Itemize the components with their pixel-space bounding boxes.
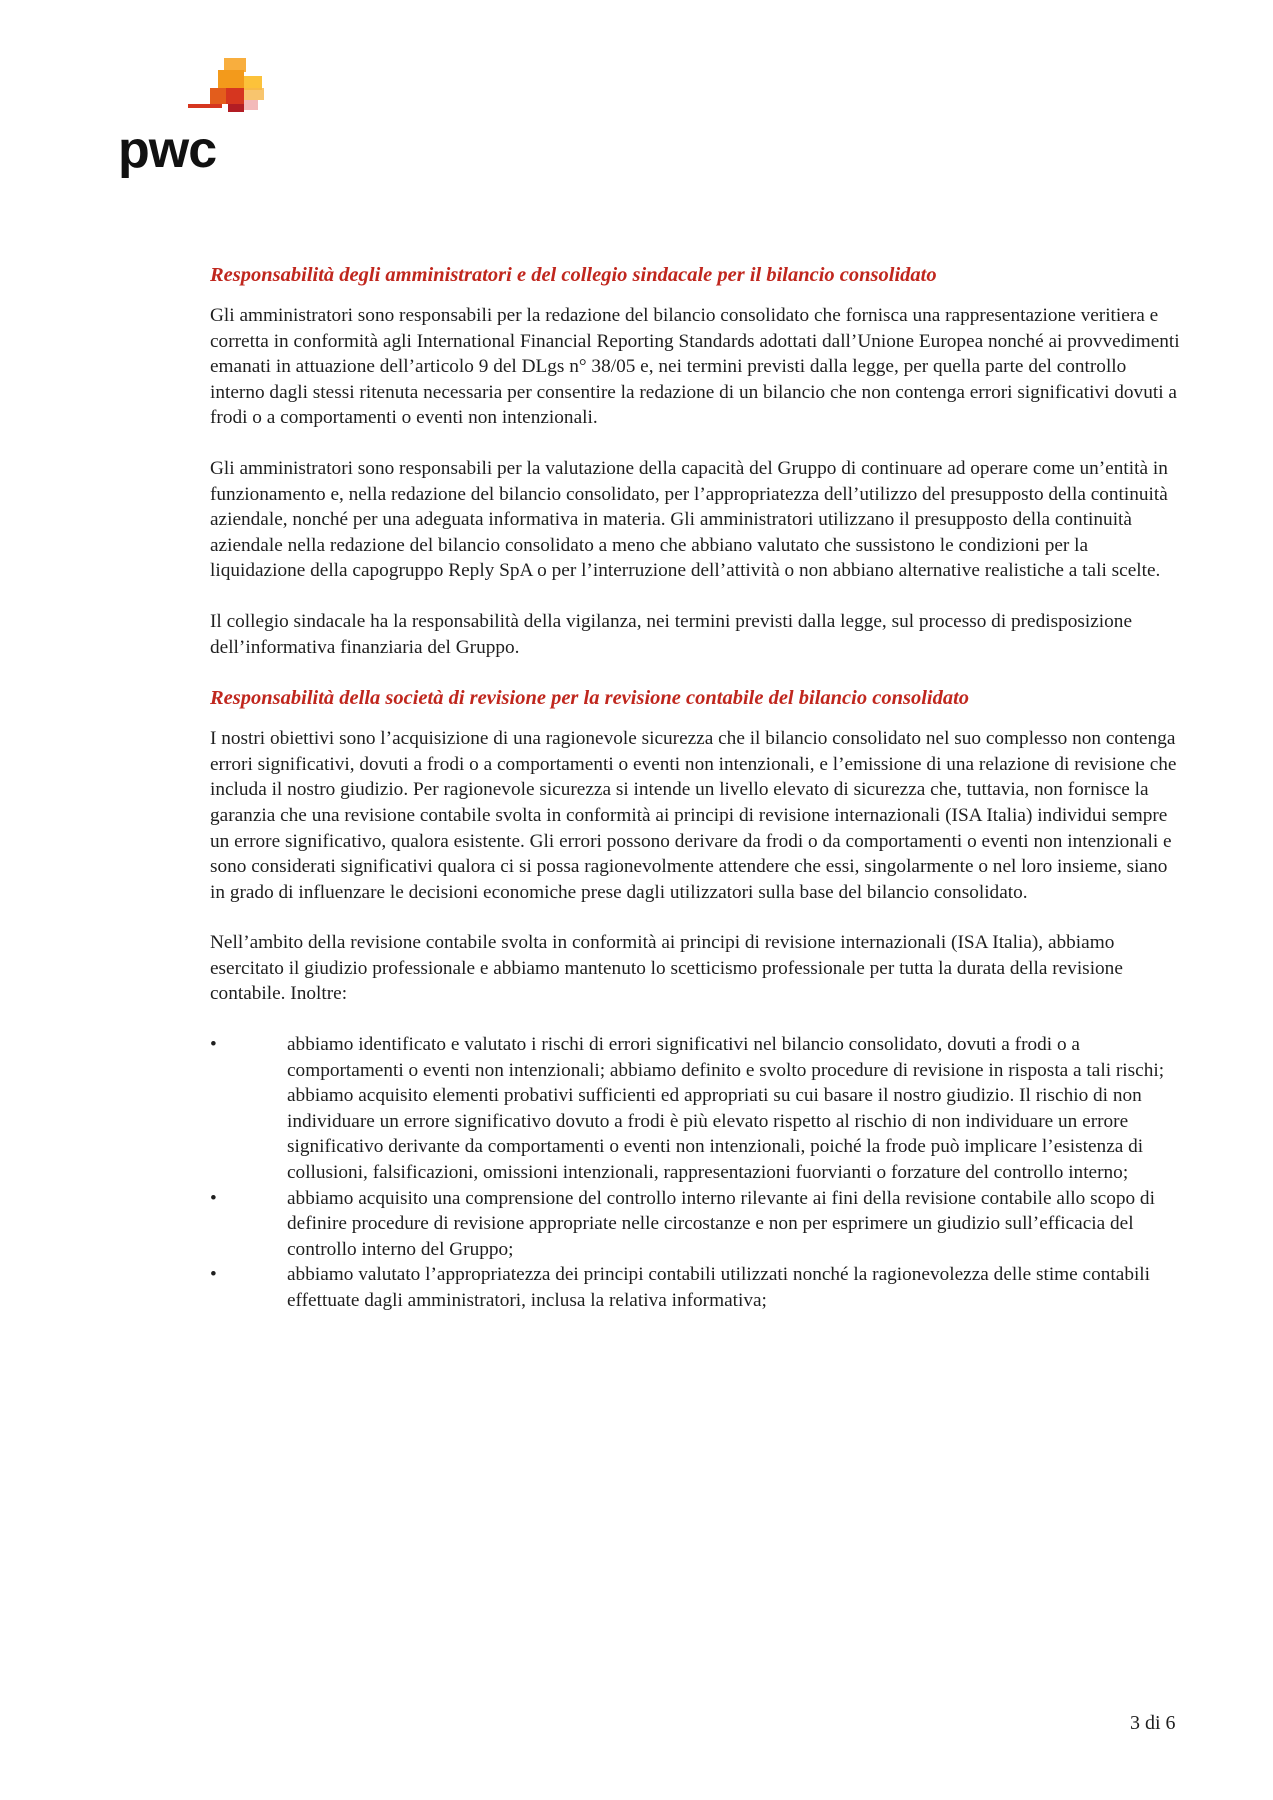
document-body	[210, 262, 1185, 1314]
paragraph: Il collegio sindacale ha la responsabilità della vigilanza, nei termini previsti dalla legge, sul processo di predisposizione dell’informativa finanziaria del Gruppo.	[210, 610, 1133, 658]
bullet-list	[210, 1032, 1185, 1314]
section-heading-auditor: Responsabilità della società di revisione per la revisione contabile del bilancio consolidato	[210, 687, 970, 710]
paragraph: Gli amministratori sono responsabili per la valutazione della capacità del Gruppo di continuare ad operare come un’entità in funzionamento e, nella redazione del bilancio consolidato, per l’appropriatezza dell’utilizzo del presupposto della continuità aziendale, nonché per una adeguata informativa in materia. Gli amministratori utilizzano il presupposto della continuità aziendale nella redazione del bilancio consolidato a meno che abbiano valutato che sussistono le condizioni per la liquidazione della capogruppo Reply SpA o per l’interruzione dell’attività o non abbiano alternative realistiche a tali scelte.	[210, 457, 1168, 582]
bullet-icon: •	[210, 1034, 217, 1056]
paragraph: Nell’ambito della revisione contabile svolta in conformità ai principi di revisione internazionali (ISA Italia), abbiamo esercitato il giudizio professionale e abbiamo mantenuto lo scetticismo professionale per tutta la durata della revisione contabile. Inoltre:	[210, 932, 1123, 1005]
page-number: 3 di 6	[1130, 1712, 1176, 1734]
bullet-icon: •	[210, 1187, 217, 1209]
section-heading-directors: Responsabilità degli amministratori e del collegio sindacale per il bilancio consolidato	[210, 264, 937, 286]
list-item-text: abbiamo acquisito una comprensione del controllo interno rilevante ai fini della revisione contabile allo scopo di definire procedure di revisione appropriate nelle circostanze e non per esprimere un giudizio sull’efficacia del controllo interno del Gruppo;	[287, 1187, 1155, 1260]
list-item	[210, 1262, 1185, 1313]
bullet-icon: •	[210, 1264, 217, 1286]
pwc-logo-blocks	[188, 58, 278, 118]
list-item-text: abbiamo identificato e valutato i rischi di errori significativi nel bilancio consolidato, dovuti a frodi o a comportamenti o eventi non intenzionali; abbiamo definito e svolto procedure di revisione in risposta a tali rischi; abbiamo acquisito elementi probativi sufficienti ed appropriati su cui basare il nostro giudizio. Il rischio di non individuare un errore significativo dovuto a frodi è più elevato rispetto al rischio di non individuare un errore significativo derivante da comportamenti o eventi non intenzionali, poiché la frode può implicare l’esistenza di collusioni, falsificazioni, omissioni intenzionali, rappresentazioni fuorvianti o forzature del controllo interno;	[287, 1034, 1165, 1184]
list-item-text: abbiamo valutato l’appropriatezza dei principi contabili utilizzati nonché la ragionevolezza delle stime contabili effettuate dagli amministratori, inclusa la relativa informativa;	[287, 1264, 1151, 1311]
paragraph: I nostri obiettivi sono l’acquisizione di una ragionevole sicurezza che il bilancio consolidato nel suo complesso non contenga errori significativi, dovuti a frodi o a comportamenti o eventi non intenzionali, e l’emissione di una relazione di revisione che includa il nostro giudizio. Per ragionevole sicurezza si intende un livello elevato di sicurezza che, tuttavia, non fornisce la garanzia che una revisione contabile svolta in conformità ai principi di revisione internazionali (ISA Italia) individui sempre un errore significativo, qualora esistente. Gli errori possono derivare da frodi o da comportamenti o eventi non intenzionali e sono considerati significativi qualora ci si possa ragionevolmente attendere che essi, singolarmente o nel loro insieme, siano in grado di influenzare le decisioni economiche prese dagli utilizzatori sulla base del bilancio consolidato.	[210, 728, 1177, 903]
pwc-logo	[118, 58, 278, 178]
list-item	[210, 1186, 1185, 1263]
list-item	[210, 1032, 1185, 1186]
pwc-logo-text: pwc	[118, 121, 217, 179]
paragraph: Gli amministratori sono responsabili per la redazione del bilancio consolidato che fornisca una rappresentazione veritiera e corretta in conformità agli International Financial Reporting Standards adottati dall’Unione Europea nonché ai provvedimenti emanati in attuazione dell’articolo 9 del DLgs n° 38/05 e, nei termini previsti dalla legge, per quella parte del controllo interno dagli stessi ritenuta necessaria per consentire la redazione di un bilancio che non contenga errori significativi dovuti a frodi o a comportamenti o eventi non intenzionali.	[210, 305, 1180, 429]
